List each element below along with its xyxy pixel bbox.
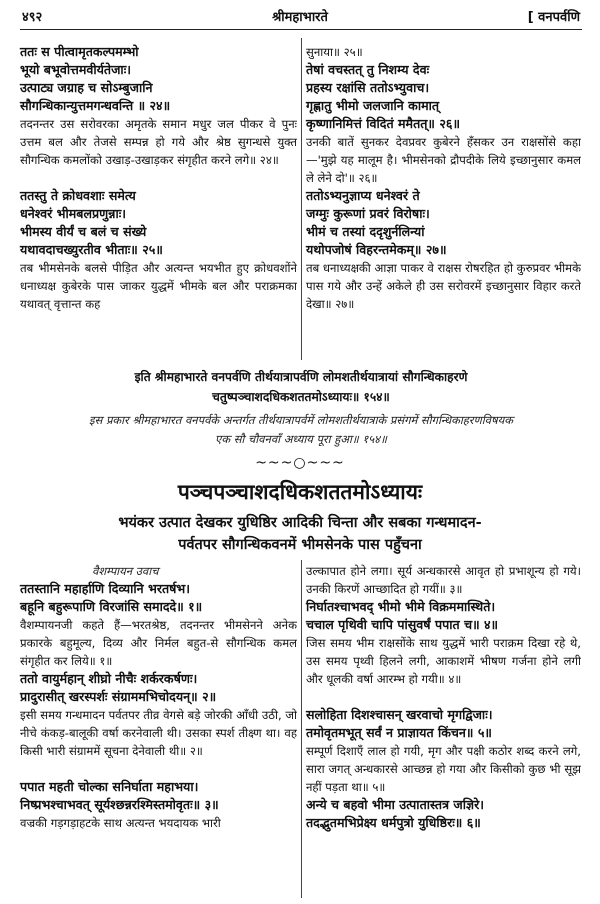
colophon-sanskrit-line1: इति श्रीमहाभारते वनपर्वणि तीर्थयात्रापर्वणि लोमशतीर्थयात्रायां सौगन्धिकाहरणे xyxy=(134,370,468,384)
verse-line: कृष्णानिमित्तं विदितं ममैतत्॥ २६॥ xyxy=(306,116,460,131)
colophon-hindi-line2: एक सौ चौवनवाँ अध्याय पूरा हुआ॥ १५४॥ xyxy=(215,432,387,446)
section-divider-ornament: ~~~○~~~ xyxy=(255,455,345,471)
verse-line: अन्ये च बहवो भीमा उत्पातास्तत्र जज्ञिरे। xyxy=(306,797,485,812)
translation-paragraph: तदनन्तर उस सरोवरका अमृतके समान मधुर जल पीकर वे पुनः उत्तम बल और तेजसे सम्पन्न हो गये और श्रेष्ठ सुगन्धसे युक्त सौगन्धिक कमलोंको उखाड़-उखाड़कर संगृहीत करने लगे॥ २४॥ xyxy=(20,117,297,167)
verse-line: चचाल पृथिवी चापि पांसुवर्षं पपात च॥ ४॥ xyxy=(306,617,499,632)
verse-line: उत्पाट्य जग्राह च सोऽम्बुजानि xyxy=(20,80,153,95)
verse-line: सलोहिता दिशश्चासन् खरवाचो मृगद्विजाः। xyxy=(306,707,493,722)
verse-line: धनेश्वरं भीमबलप्रणुन्नाः। xyxy=(20,206,127,221)
verse-line: तदद्भुतमभिप्रेक्ष्य धर्मपुत्रो युधिष्ठिरः॥ ६॥ xyxy=(306,815,481,830)
verse-line: भूयो बभूवोत्तमवीर्यतेजाः। xyxy=(20,62,132,77)
verse-line: ततो वायुर्महान् शीघ्रो नीचैः शर्करकर्षणः। xyxy=(20,671,198,686)
verse-line: निर्घातश्चाभवद् भीमो भीमे विक्रममास्थिते। xyxy=(306,599,496,614)
translation-paragraph: सम्पूर्ण दिशाएँ लाल हो गयी, मृग और पक्षी कठोर शब्द करने लगे, सारा जगत् अन्धकारसे आच्छन्न हो गया और किसीको कुछ भी सूझ नहीं पड़ता था॥ ५॥ xyxy=(306,744,581,794)
verse-line: भीमस्य वीर्यं च बलं च संख्ये xyxy=(20,224,147,239)
verse-line: प्रादुरासीत् खरस्पर्शः संग्राममभिचोदयन्॥ २॥ xyxy=(20,689,217,704)
speaker-label: वैशम्पायन उवाच xyxy=(92,564,159,578)
chapter-subtitle-line2: पर्वतपर सौगन्धिकवनमें भीमसेनके पास पहुँचना xyxy=(178,537,422,553)
translation-paragraph: उल्कापात होने लगा। सूर्य अन्धकारसे आवृत हो प्रभाशून्य हो गये। उनकी किरणें आच्छादित हो गयीं॥ ३॥ xyxy=(306,564,581,596)
verse-line: सौगन्धिकान्युत्तमगन्धवन्ति ॥ २४॥ xyxy=(20,98,171,113)
column-divider-top xyxy=(301,38,302,360)
header-rule xyxy=(20,29,582,30)
top-right-column xyxy=(306,43,581,313)
verse-line: निष्प्रभश्चाभवत् सूर्यश्छन्नरश्मिस्तमोवृतः॥ ३॥ xyxy=(20,797,219,812)
translation-paragraph: जिस समय भीम राक्षसोंके साथ युद्धमें भारी पराक्रम दिखा रहे थे, उस समय पृथ्वी हिलने लगी, आकाशमें भीषण गर्जना होने लगी और धूलकी वर्षा आरम्भ हो गयी॥ ४॥ xyxy=(306,636,581,686)
page-number: ४९२ xyxy=(22,10,43,25)
section-title: [ वनपर्वणि xyxy=(527,10,580,25)
chapter-subtitle-line1: भयंकर उत्पात देखकर युधिष्ठिर आदिकी चिन्ता और सबका गन्धमादन- xyxy=(118,515,482,531)
column-divider-bottom xyxy=(301,560,302,898)
verse-line: तमोवृतमभूत् सर्वं न प्राज्ञायत किंचन॥ ५॥ xyxy=(306,725,492,740)
verse-line: ततस्तु ते क्रोधवशाः समेत्य xyxy=(20,188,136,203)
verse-line: ततः स पीत्वामृतकल्पमम्भो xyxy=(20,44,139,59)
verse-line: तेषां वचस्तत् तु निशम्य देवः xyxy=(306,62,430,77)
translation-paragraph: इसी समय गन्धमादन पर्वतपर तीव्र वेगसे बड़े जोरकी आँधी उठी, जो नीचे कंकड़-बालूकी वर्षा करनेवाली थी। उसका स्पर्श तीक्ष्ण था। वह किसी भारी संग्राममें सूचना देनेवाली थी॥ २॥ xyxy=(20,708,297,758)
translation-paragraph: वैशम्पायनजी कहते हैं—भरतश्रेष्ठ, तदनन्तर भीमसेनने अनेक प्रकारके बहुमूल्य, दिव्य और निर्मल बहुत-से सौगन्धिक कमल संगृहीत कर लिये॥ १॥ xyxy=(20,618,297,668)
verse-line: यथोपजोषं विहरन्तमेकम्॥ २७॥ xyxy=(306,242,447,257)
chapter-title: पञ्चपञ्चाशदधिकशततमोऽध्यायः xyxy=(177,480,423,504)
colophon-hindi-line1: इस प्रकार श्रीमहाभारत वनपर्वके अन्तर्गत तीर्थयात्रापर्वमें लोमशतीर्थयात्राके प्रसंगमें सौगन्धिकाहरणविषयक xyxy=(89,413,513,427)
translation-paragraph: तब भीमसेनके बलसे पीड़ित और अत्यन्त भयभीत हुए क्रोधवशोंने धनाध्यक्ष कुबेरके पास जाकर युद्धमें भीमके बल और पराक्रमका यथावत् वृत्तान्त कह xyxy=(20,261,297,311)
verse-line: प्रहस्य रक्षांसि ततोऽभ्युवाच। xyxy=(306,80,430,95)
verse-line: भीमं च तस्यां ददृशुर्नलिन्यां xyxy=(306,224,425,239)
verse-line: ततोऽभ्यनुज्ञाप्य धनेश्वरं ते xyxy=(306,188,420,203)
verse-line: पपात महती चोल्का सनिर्घाता महाभया। xyxy=(20,779,199,794)
verse-line: यथावदाचख्युरतीव भीताः॥ २५॥ xyxy=(20,242,163,257)
verse-line: गृह्णातु भीमो जलजानि कामात् xyxy=(306,98,440,113)
bottom-right-column xyxy=(306,562,581,832)
verse-line: जग्मुः कुरूणां प्रवरं विरोषाः। xyxy=(306,206,430,221)
verse-line: बहूनि बहुरूपाणि विरजांसि समाददे॥ १॥ xyxy=(20,599,203,614)
top-left-column xyxy=(20,43,297,313)
bottom-left-column xyxy=(20,562,297,832)
translation-paragraph: सुनाया॥ २५॥ xyxy=(306,45,363,59)
running-title: श्रीमहाभारते xyxy=(272,10,328,25)
translation-paragraph: तब धनाध्यक्षकी आज्ञा पाकर वे राक्षस रोषरहित हो कुरुप्रवर भीमके पास गये और उन्हें अकेले ही उस सरोवरमें इच्छानुसार विहार करते देखा॥ २७॥ xyxy=(306,261,581,311)
translation-paragraph: वज्रकी गड़गड़ाहटके साथ अत्यन्त भयदायक भारी xyxy=(20,816,221,830)
translation-paragraph: उनकी बातें सुनकर देवप्रवर कुबेरने हँसकर उन राक्षसोंसे कहा—'मुझे यह मालूम है। भीमसेनको द्रौपदीके लिये इच्छानुसार कमल ले लेने दो'॥ २६॥ xyxy=(306,135,581,185)
colophon-sanskrit-line2: चतुष्पञ्चाशदधिकशततमोऽध्यायः॥ १५४॥ xyxy=(212,390,390,404)
verse-line: ततस्तानि महार्हाणि दिव्यानि भरतर्षभ। xyxy=(20,581,191,596)
